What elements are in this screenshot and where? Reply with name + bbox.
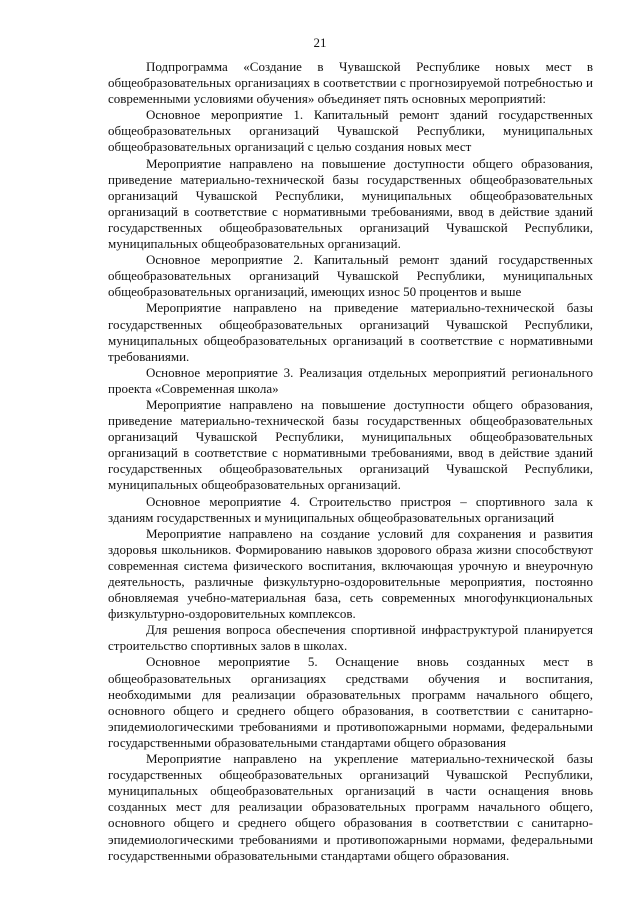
paragraph-sports-halls-plan: Для решения вопроса обеспечения спортивной инфраструктурой планируется строительство спортивных залов в школах. [108, 622, 593, 654]
document-body [108, 59, 593, 864]
paragraph-main-activity-4: Основное мероприятие 4. Строительство пристроя – спортивного зала к зданиям государственных и муниципальных общеобразовательных организаций [108, 493, 593, 525]
paragraph-main-activity-5: Основное мероприятие 5. Оснащение вновь созданных мест в общеобразовательных организациях средствами обучения и воспитания, необходимыми для реализации образовательных программ начального общего, основного общего и среднего общего образования, в соответствии с санитарно-эпидемиологическими требованиями и противопожарными нормами, федеральными государственными образовательными стандартами общего образования [108, 654, 593, 750]
paragraph-activity-5-description: Мероприятие направлено на укрепление материально-технической базы государственных общеобразовательных организаций Чувашской Республики, муниципальных общеобразовательных организаций в части оснащения вновь созданных мест для реализации образовательных программ начального общего, основного общего и среднего общего образования в соответствии с санитарно-эпидемиологическими требованиями и противопожарными нормами, федеральными государственными образовательными стандартами общего образования. [108, 751, 593, 863]
paragraph-activity-4-description: Мероприятие направлено на создание условий для сохранения и развития здоровья школьников. Формированию навыков здорового образа жизни способствуют современная система физического воспитания, включающая урочную и внеурочную деятельность, различные физкультурно-оздоровительные мероприятия, постоянно обновляемая учебно-материальная база, сеть современных многофункциональных физкультурно-оздоровительных комплексов. [108, 525, 593, 622]
paragraph-activity-1-description: Мероприятие направлено на повышение доступности общего образования, приведение материально-технической базы государственных общеобразовательных организаций Чувашской Республики, муниципальных общеобразовательных организаций в соответствие с нормативными требованиями, ввод в действие зданий государственных общеобразовательных организаций Чувашской Республики, муниципальных общеобразовательных организаций. [108, 155, 593, 252]
paragraph-main-activity-2: Основное мероприятие 2. Капитальный ремонт зданий государственных общеобразовательных организаций Чувашской Республики, муниципальных общеобразовательных организаций, имеющих износ 50 процентов и выше [108, 252, 593, 300]
paragraph-subprogram-intro: Подпрограмма «Создание в Чувашской Республике новых мест в общеобразовательных организациях в соответствии с прогнозируемой потребностью и современными условиями обучения» объединяет пять основных мероприятий: [108, 59, 593, 107]
page-number: 21 [313, 35, 327, 50]
paragraph-main-activity-3: Основное мероприятие 3. Реализация отдельных мероприятий регионального проекта «Современная школа» [108, 364, 593, 396]
paragraph-activity-2-description: Мероприятие направлено на приведение материально-технической базы государственных общеобразовательных организаций Чувашской Республики, муниципальных общеобразовательных организаций в соответствие с нормативными требованиями. [108, 300, 593, 364]
paragraph-main-activity-1: Основное мероприятие 1. Капитальный ремонт зданий государственных общеобразовательных организаций Чувашской Республики, муниципальных общеобразовательных организаций с целью создания новых мест [108, 107, 593, 155]
paragraph-activity-3-description: Мероприятие направлено на повышение доступности общего образования, приведение материально-технической базы государственных общеобразовательных организаций Чувашской Республики, муниципальных общеобразовательных организаций в соответствие с нормативными требованиями, ввод в действие зданий государственных общеобразовательных организаций Чувашской Республики, муниципальных общеобразовательных организаций. [108, 396, 593, 493]
